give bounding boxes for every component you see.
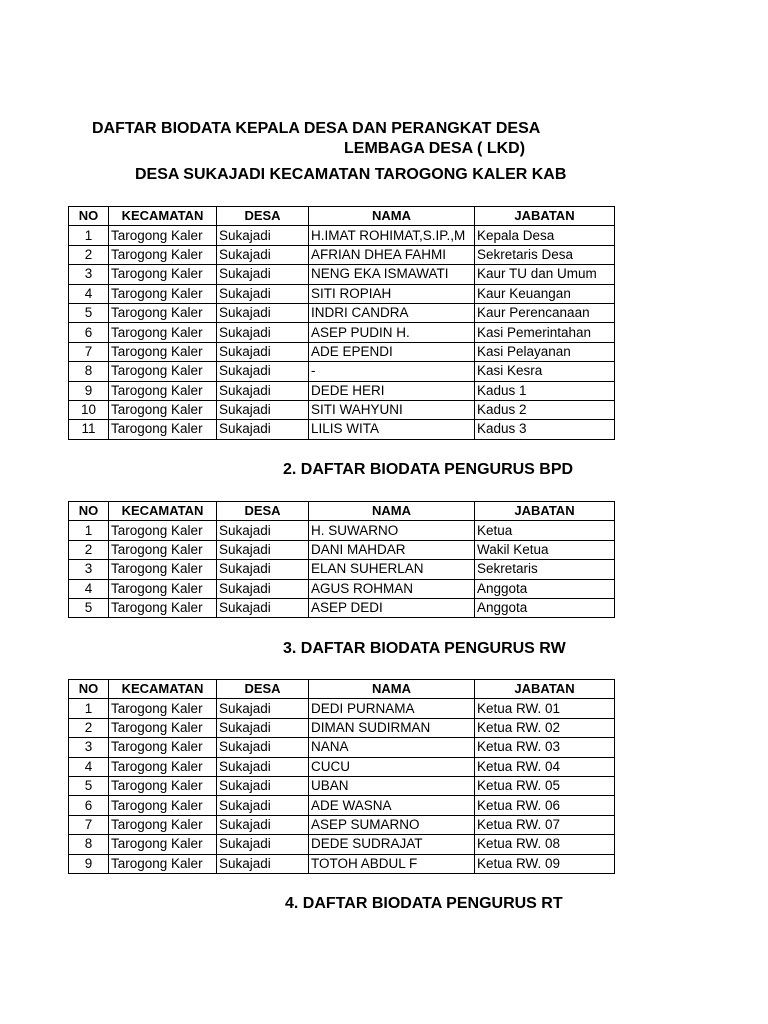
desa-cell: Sukajadi [217,265,309,284]
header-no: NO [69,207,109,226]
document-title: DAFTAR BIODATA KEPALA DESA DAN PERANGKAT DESA [92,120,541,137]
desa-cell: Sukajadi [217,598,309,617]
jabatan-cell: Ketua RW. 05 [475,776,615,795]
nama-cell: DIMAN SUDIRMAN [309,718,475,737]
header-jabatan: JABATAN [475,207,615,226]
nama-cell: AFRIAN DHEA FAHMI [309,245,475,264]
kecamatan-cell: Tarogong Kaler [109,284,217,303]
table-row [69,815,615,834]
desa-cell: Sukajadi [217,284,309,303]
nama-cell: DEDI PURNAMA [309,699,475,718]
kecamatan-cell: Tarogong Kaler [109,854,217,873]
no-cell: 7 [69,815,109,834]
rw-table [68,679,615,874]
header-jabatan: JABATAN [475,680,615,699]
kecamatan-cell: Tarogong Kaler [109,362,217,381]
kecamatan-cell: Tarogong Kaler [109,776,217,795]
table-row [69,303,615,322]
desa-cell: Sukajadi [217,718,309,737]
table-row [69,420,615,439]
desa-cell: Sukajadi [217,540,309,559]
jabatan-cell: Ketua [475,521,615,540]
desa-cell: Sukajadi [217,854,309,873]
table-row [69,579,615,598]
kecamatan-cell: Tarogong Kaler [109,718,217,737]
kecamatan-cell: Tarogong Kaler [109,835,217,854]
nama-cell: ASEP PUDIN H. [309,323,475,342]
header-kecamatan: KECAMATAN [109,502,217,521]
kecamatan-cell: Tarogong Kaler [109,757,217,776]
header-kecamatan: KECAMATAN [109,207,217,226]
jabatan-cell: Kasi Kesra [475,362,615,381]
table-row [69,342,615,361]
kecamatan-cell: Tarogong Kaler [109,303,217,322]
header-nama: NAMA [309,502,475,521]
table-row [69,757,615,776]
desa-cell: Sukajadi [217,420,309,439]
table-row [69,521,615,540]
no-cell: 1 [69,699,109,718]
desa-cell: Sukajadi [217,560,309,579]
jabatan-cell: Ketua RW. 06 [475,796,615,815]
table-row [69,540,615,559]
jabatan-cell: Ketua RW. 08 [475,835,615,854]
desa-cell: Sukajadi [217,757,309,776]
nama-cell: NANA [309,738,475,757]
kecamatan-cell: Tarogong Kaler [109,400,217,419]
nama-cell: NENG EKA ISMAWATI [309,265,475,284]
kecamatan-cell: Tarogong Kaler [109,699,217,718]
kecamatan-cell: Tarogong Kaler [109,226,217,245]
no-cell: 1 [69,226,109,245]
no-cell: 2 [69,718,109,737]
desa-cell: Sukajadi [217,738,309,757]
kecamatan-cell: Tarogong Kaler [109,521,217,540]
table-row [69,738,615,757]
jabatan-cell: Kasi Pemerintahan [475,323,615,342]
nama-cell: AGUS ROHMAN [309,579,475,598]
nama-cell: TOTOH ABDUL F [309,854,475,873]
table-row [69,718,615,737]
header-desa: DESA [217,502,309,521]
no-cell: 8 [69,362,109,381]
jabatan-cell: Kadus 2 [475,400,615,419]
table-row [69,598,615,617]
header-no: NO [69,680,109,699]
table-row [69,362,615,381]
nama-cell: H. SUWARNO [309,521,475,540]
nama-cell: DEDE SUDRAJAT [309,835,475,854]
desa-cell: Sukajadi [217,362,309,381]
desa-cell: Sukajadi [217,521,309,540]
section-title-bpd: 2. DAFTAR BIODATA PENGURUS BPD [283,461,574,478]
no-cell: 6 [69,796,109,815]
desa-cell: Sukajadi [217,776,309,795]
header-jabatan: JABATAN [475,502,615,521]
jabatan-cell: Kadus 3 [475,420,615,439]
header-nama: NAMA [309,207,475,226]
header-nama: NAMA [309,680,475,699]
kecamatan-cell: Tarogong Kaler [109,245,217,264]
jabatan-cell: Kaur Keuangan [475,284,615,303]
no-cell: 5 [69,776,109,795]
no-cell: 4 [69,284,109,303]
jabatan-cell: Ketua RW. 01 [475,699,615,718]
nama-cell: CUCU [309,757,475,776]
no-cell: 8 [69,835,109,854]
table-header-row [69,502,615,521]
jabatan-cell: Kadus 1 [475,381,615,400]
jabatan-cell: Anggota [475,598,615,617]
table-header-row [69,207,615,226]
kecamatan-cell: Tarogong Kaler [109,598,217,617]
bpd-table [68,501,615,618]
jabatan-cell: Wakil Ketua [475,540,615,559]
desa-cell: Sukajadi [217,400,309,419]
desa-cell: Sukajadi [217,342,309,361]
no-cell: 5 [69,303,109,322]
desa-cell: Sukajadi [217,323,309,342]
nama-cell: ASEP SUMARNO [309,815,475,834]
nama-cell: DEDE HERI [309,381,475,400]
kecamatan-cell: Tarogong Kaler [109,342,217,361]
no-cell: 2 [69,540,109,559]
desa-cell: Sukajadi [217,815,309,834]
table-row [69,796,615,815]
perangkat-desa-table [68,206,615,440]
kecamatan-cell: Tarogong Kaler [109,540,217,559]
no-cell: 4 [69,757,109,776]
table-row [69,226,615,245]
jabatan-cell: Ketua RW. 07 [475,815,615,834]
desa-cell: Sukajadi [217,835,309,854]
header-no: NO [69,502,109,521]
table-row [69,854,615,873]
nama-cell: - [309,362,475,381]
jabatan-cell: Kaur TU dan Umum [475,265,615,284]
jabatan-cell: Anggota [475,579,615,598]
jabatan-cell: Kepala Desa [475,226,615,245]
kecamatan-cell: Tarogong Kaler [109,815,217,834]
table-row [69,776,615,795]
table-row [69,699,615,718]
table-row [69,560,615,579]
no-cell: 6 [69,323,109,342]
desa-cell: Sukajadi [217,579,309,598]
desa-cell: Sukajadi [217,245,309,264]
kecamatan-cell: Tarogong Kaler [109,420,217,439]
section-title-rt: 4. DAFTAR BIODATA PENGURUS RT [285,895,563,912]
nama-cell: H.IMAT ROHIMAT,S.IP.,M [309,226,475,245]
jabatan-cell: Sekretaris [475,560,615,579]
table-row [69,265,615,284]
document-location-heading: DESA SUKAJADI KECAMATAN TAROGONG KALER KAB [135,166,567,183]
nama-cell: DANI MAHDAR [309,540,475,559]
table-row [69,323,615,342]
kecamatan-cell: Tarogong Kaler [109,560,217,579]
header-desa: DESA [217,680,309,699]
header-desa: DESA [217,207,309,226]
kecamatan-cell: Tarogong Kaler [109,323,217,342]
no-cell: 5 [69,598,109,617]
jabatan-cell: Ketua RW. 04 [475,757,615,776]
no-cell: 3 [69,560,109,579]
nama-cell: SITI ROPIAH [309,284,475,303]
nama-cell: ADE WASNA [309,796,475,815]
table-row [69,400,615,419]
table-row [69,284,615,303]
nama-cell: ELAN SUHERLAN [309,560,475,579]
nama-cell: SITI WAHYUNI [309,400,475,419]
nama-cell: ASEP DEDI [309,598,475,617]
kecamatan-cell: Tarogong Kaler [109,738,217,757]
no-cell: 2 [69,245,109,264]
header-kecamatan: KECAMATAN [109,680,217,699]
jabatan-cell: Ketua RW. 09 [475,854,615,873]
table-header-row [69,680,615,699]
desa-cell: Sukajadi [217,381,309,400]
jabatan-cell: Kasi Pelayanan [475,342,615,361]
jabatan-cell: Ketua RW. 03 [475,738,615,757]
table-row [69,381,615,400]
no-cell: 11 [69,420,109,439]
table-row [69,835,615,854]
kecamatan-cell: Tarogong Kaler [109,579,217,598]
no-cell: 9 [69,854,109,873]
document-subtitle: LEMBAGA DESA ( LKD) [344,140,526,157]
no-cell: 1 [69,521,109,540]
no-cell: 3 [69,265,109,284]
no-cell: 10 [69,400,109,419]
table-row [69,245,615,264]
no-cell: 7 [69,342,109,361]
desa-cell: Sukajadi [217,699,309,718]
nama-cell: LILIS WITA [309,420,475,439]
jabatan-cell: Ketua RW. 02 [475,718,615,737]
section-title-rw: 3. DAFTAR BIODATA PENGURUS RW [283,640,566,657]
jabatan-cell: Kaur Perencanaan [475,303,615,322]
kecamatan-cell: Tarogong Kaler [109,265,217,284]
kecamatan-cell: Tarogong Kaler [109,796,217,815]
desa-cell: Sukajadi [217,796,309,815]
desa-cell: Sukajadi [217,226,309,245]
jabatan-cell: Sekretaris Desa [475,245,615,264]
nama-cell: INDRI CANDRA [309,303,475,322]
no-cell: 9 [69,381,109,400]
desa-cell: Sukajadi [217,303,309,322]
nama-cell: ADE EPENDI [309,342,475,361]
nama-cell: UBAN [309,776,475,795]
no-cell: 3 [69,738,109,757]
kecamatan-cell: Tarogong Kaler [109,381,217,400]
no-cell: 4 [69,579,109,598]
